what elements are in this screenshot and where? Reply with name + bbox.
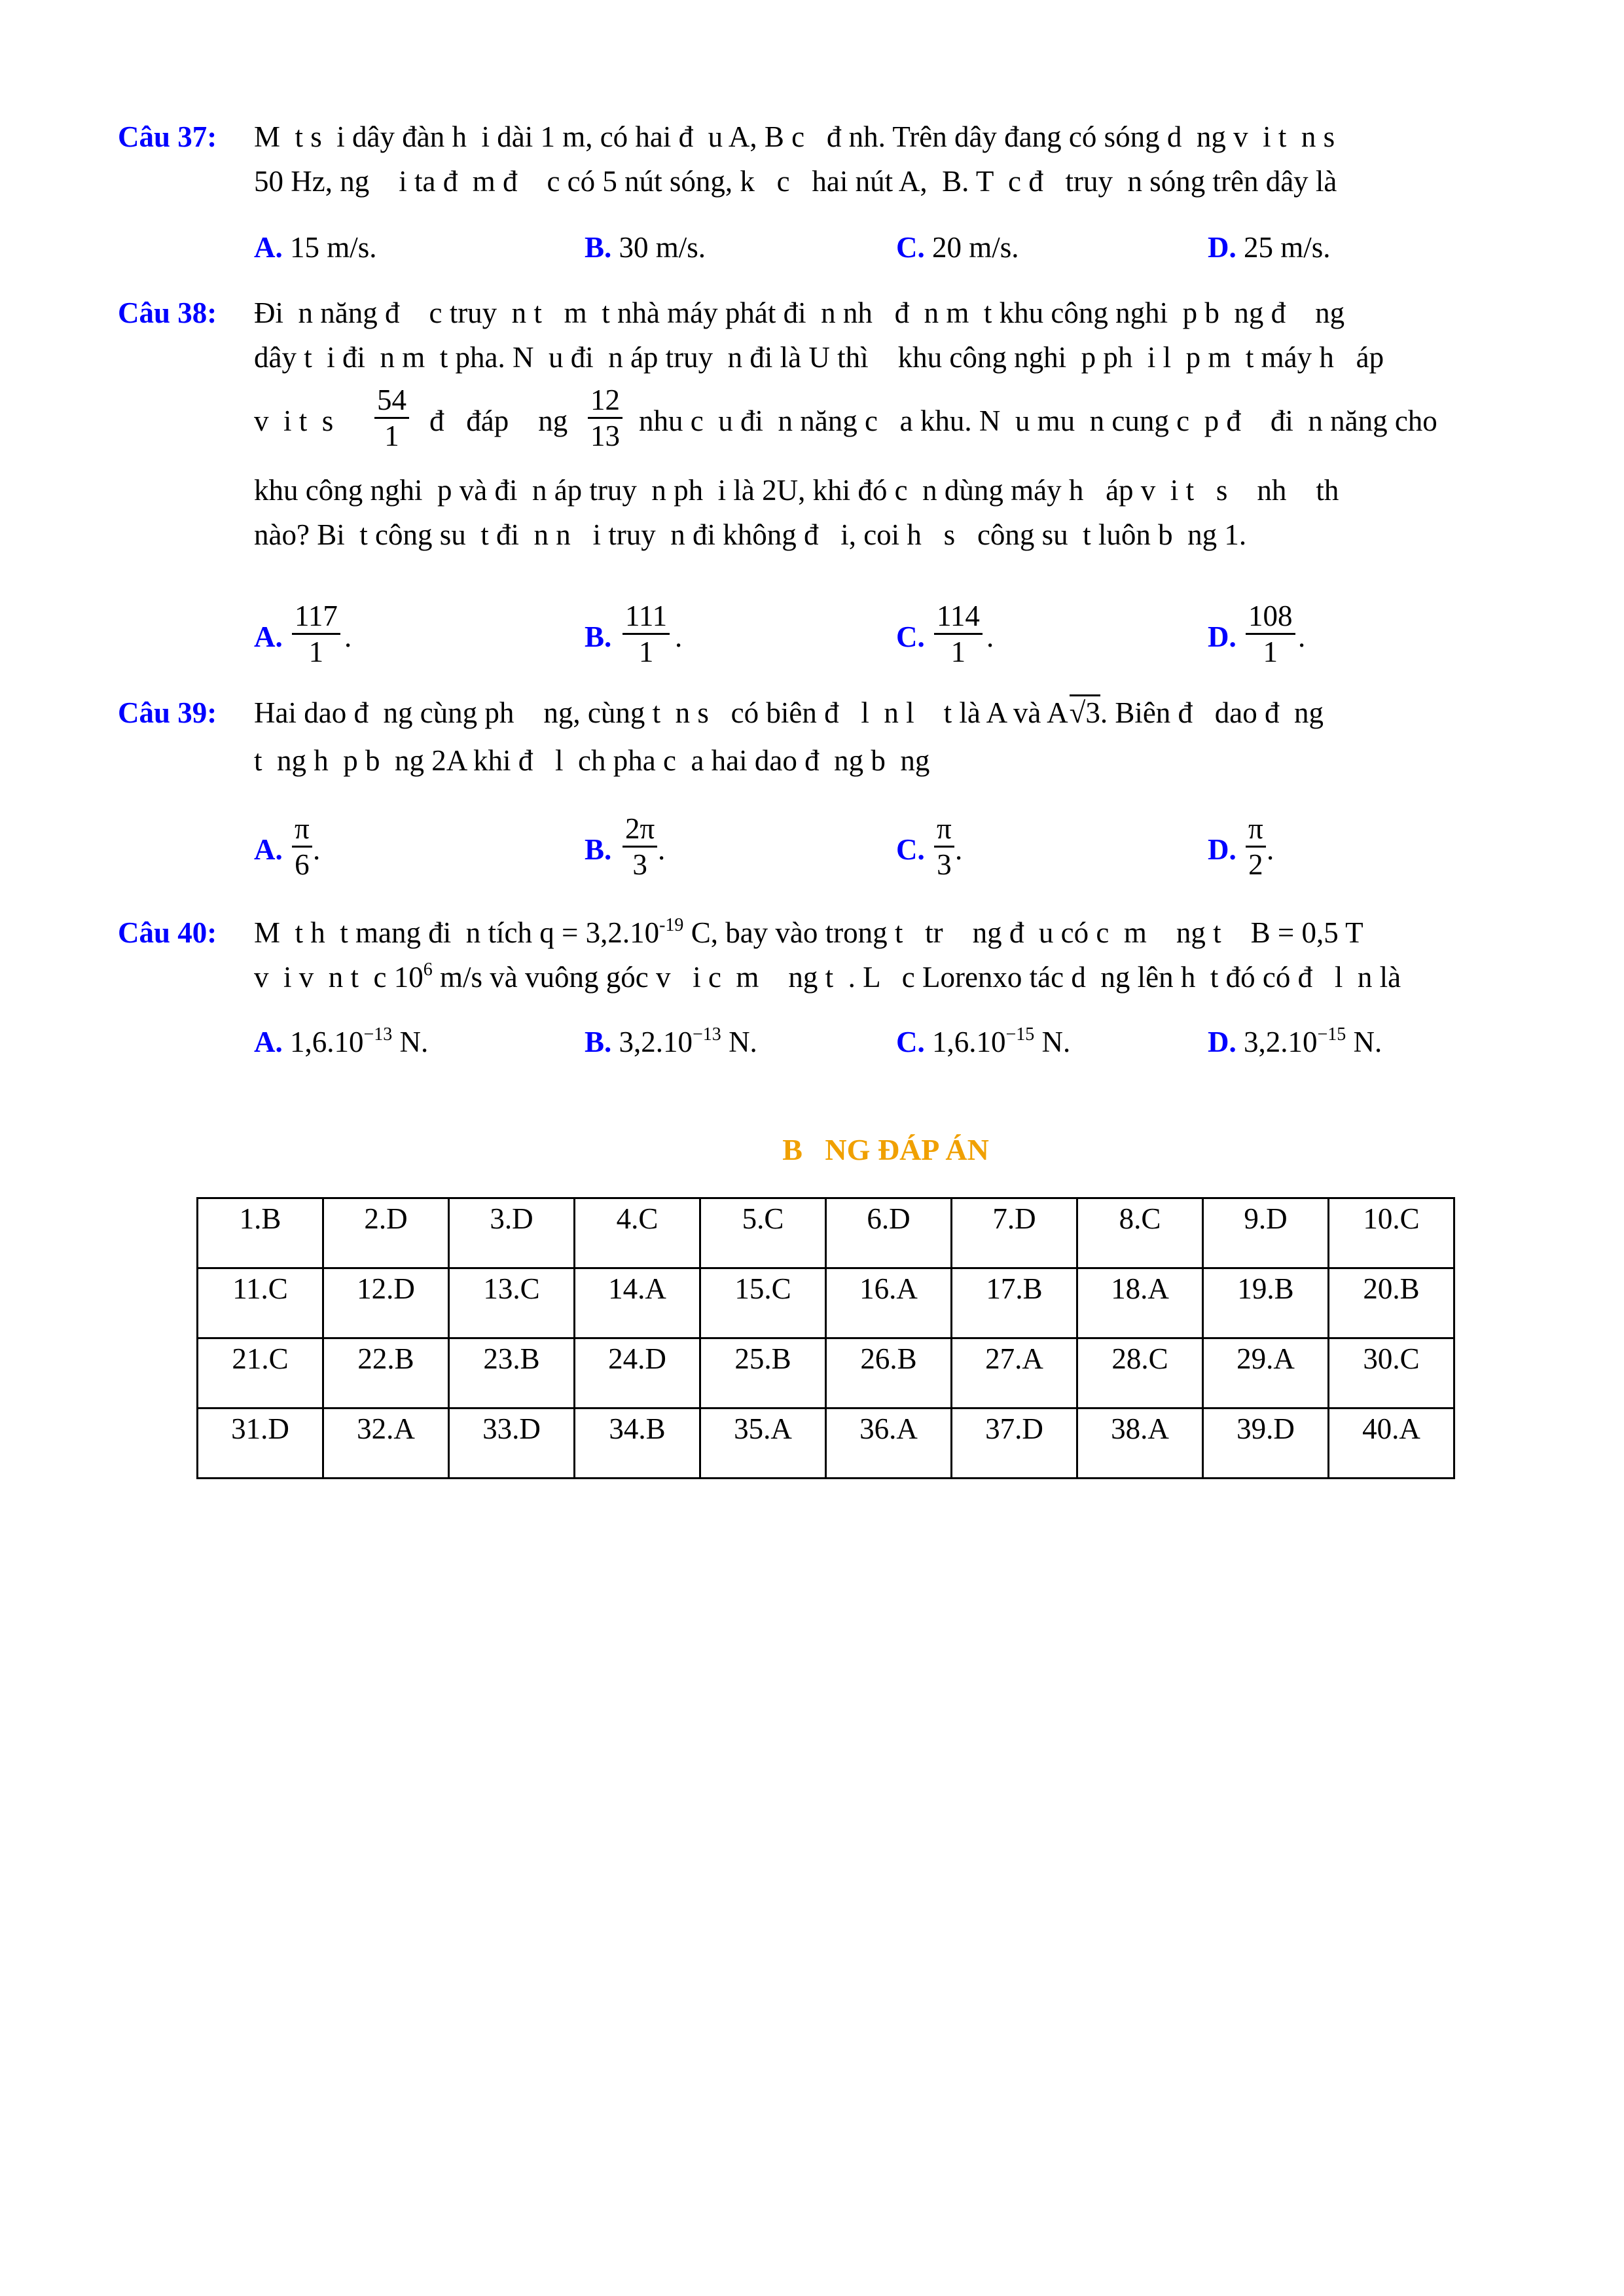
option-value: 20 m/s. — [932, 231, 1019, 264]
option-letter: A. — [254, 231, 283, 264]
option-unit: N. — [1346, 1026, 1382, 1058]
period: . — [1298, 620, 1306, 653]
option-mantissa: 3,2.10 — [1244, 1026, 1318, 1058]
option-fraction — [1246, 599, 1295, 669]
option-letter: A. — [254, 1026, 283, 1058]
answer-option — [585, 229, 706, 266]
option-letter: A. — [254, 833, 283, 866]
answer-cell: 32.A — [323, 1408, 449, 1479]
text: C, bay vào trong t tr ng đ u có c m ng t B = 0,5 T — [683, 916, 1363, 949]
fraction-54-1 — [374, 383, 409, 453]
question-38-text: nhu c u đi n năng c a khu. N u mu n cung c p đ đi n năng cho — [639, 404, 1437, 437]
answer-key-table — [196, 1197, 1455, 1479]
text: m/s và vuông góc v i c m ng t . L c Lorenxo tác d ng lên h t đó có đ l n là — [432, 961, 1401, 994]
option-mantissa: 1,6.10 — [290, 1026, 364, 1058]
answer-option — [1208, 1024, 1382, 1060]
answer-cell: 17.B — [952, 1268, 1077, 1338]
answer-cell: 9.D — [1203, 1198, 1329, 1268]
answer-cell: 39.D — [1203, 1408, 1329, 1479]
question-39-label: Câu 39: — [118, 696, 217, 729]
numerator: π — [934, 812, 954, 848]
option-exponent: −13 — [363, 1024, 393, 1045]
period: . — [986, 620, 994, 653]
question-38-text: v i t s — [254, 404, 334, 437]
option-letter: B. — [585, 620, 612, 653]
table-row — [198, 1198, 1454, 1268]
option-exponent: −13 — [693, 1024, 721, 1045]
denominator: 3 — [632, 848, 647, 881]
exponent: 6 — [423, 960, 433, 980]
answer-cell: 12.D — [323, 1268, 449, 1338]
option-mantissa: 3,2.10 — [619, 1026, 693, 1058]
period: . — [658, 833, 666, 866]
denominator: 1 — [1263, 636, 1278, 668]
fraction-12-13 — [588, 383, 623, 453]
table-row — [198, 1408, 1454, 1479]
option-value: 25 m/s. — [1244, 231, 1331, 264]
denominator: 2 — [1248, 848, 1263, 881]
period: . — [955, 833, 963, 866]
numerator: 117 — [292, 599, 340, 635]
answer-cell: 4.C — [575, 1198, 700, 1268]
option-letter: D. — [1208, 1026, 1236, 1058]
answer-cell: 24.D — [575, 1338, 700, 1408]
answer-cell: 30.C — [1329, 1338, 1454, 1408]
option-value: 15 m/s. — [290, 231, 377, 264]
option-fraction — [292, 599, 340, 669]
table-row — [198, 1338, 1454, 1408]
option-fraction — [623, 599, 670, 669]
option-fraction — [1246, 812, 1266, 882]
answer-cell: 25.B — [700, 1338, 826, 1408]
answer-option — [1208, 229, 1331, 266]
table-row — [198, 1268, 1454, 1338]
answer-cell: 6.D — [826, 1198, 952, 1268]
question-40-label: Câu 40: — [118, 916, 217, 949]
denominator: 13 — [590, 420, 620, 452]
option-value: 30 m/s. — [619, 231, 706, 264]
answer-option — [585, 1024, 757, 1060]
period: . — [313, 833, 321, 866]
option-fraction — [623, 812, 657, 882]
option-letter: D. — [1208, 833, 1236, 866]
denominator: 1 — [638, 636, 654, 668]
question-38-text: đ đáp ng — [429, 404, 568, 437]
option-letter: D. — [1208, 231, 1236, 264]
answer-cell: 27.A — [952, 1338, 1077, 1408]
text: M t h t mang đi n tích q = 3,2.10 — [254, 916, 660, 949]
answer-key-title: B NG ĐÁP ÁN — [782, 1133, 989, 1166]
answer-cell: 16.A — [826, 1268, 952, 1338]
numerator: 114 — [934, 599, 983, 635]
question-38-text: Đi n năng đ c truy n t m t nhà máy phát đi n nh đ n m t khu công nghi p b ng đ ng — [254, 296, 1345, 329]
answer-cell: 8.C — [1077, 1198, 1203, 1268]
denominator: 6 — [295, 848, 310, 881]
denominator: 1 — [950, 636, 966, 668]
answer-cell: 34.B — [575, 1408, 700, 1479]
square-root: √3 — [1070, 694, 1100, 729]
answer-cell: 2.D — [323, 1198, 449, 1268]
period: . — [344, 620, 352, 653]
option-fraction — [292, 812, 312, 882]
option-letter: C. — [896, 833, 925, 866]
question-38-label: Câu 38: — [118, 296, 217, 329]
question-37-text: M t s i dây đàn h i dài 1 m, có hai đ u A, B c đ nh. Trên dây đang có sóng d ng v i t n s — [254, 120, 1335, 153]
answer-cell: 23.B — [449, 1338, 575, 1408]
period: . — [1267, 833, 1274, 866]
answer-cell: 21.C — [198, 1338, 323, 1408]
numerator: π — [1246, 812, 1266, 848]
answer-cell: 5.C — [700, 1198, 826, 1268]
option-unit: N. — [1034, 1026, 1071, 1058]
numerator: 2π — [623, 812, 657, 848]
answer-cell: 20.B — [1329, 1268, 1454, 1338]
answer-cell: 10.C — [1329, 1198, 1454, 1268]
answer-cell: 7.D — [952, 1198, 1077, 1268]
answer-cell: 31.D — [198, 1408, 323, 1479]
answer-cell: 15.C — [700, 1268, 826, 1338]
answer-cell: 35.A — [700, 1408, 826, 1479]
option-fraction — [934, 812, 954, 882]
question-40-text — [254, 914, 1363, 951]
option-letter: B. — [585, 833, 612, 866]
question-37-text: 50 Hz, ng i ta đ m đ c có 5 nút sóng, k c hai nút A, B. T c đ truy n sóng trên dây là — [254, 165, 1337, 198]
answer-cell: 3.D — [449, 1198, 575, 1268]
question-37-label: Câu 37: — [118, 120, 217, 153]
answer-cell: 28.C — [1077, 1338, 1203, 1408]
option-letter: C. — [896, 231, 925, 264]
option-letter: B. — [585, 1026, 612, 1058]
answer-cell: 14.A — [575, 1268, 700, 1338]
option-letter: A. — [254, 620, 283, 653]
answer-cell: 29.A — [1203, 1338, 1329, 1408]
numerator: 108 — [1246, 599, 1295, 635]
period: . — [675, 620, 683, 653]
option-fraction — [934, 599, 983, 669]
denominator: 1 — [308, 636, 324, 668]
answer-cell: 19.B — [1203, 1268, 1329, 1338]
question-38-text: khu công nghi p và đi n áp truy n ph i là 2U, khi đó c n dùng máy h áp v i t s nh th — [254, 474, 1339, 507]
question-38-text: dây t i đi n m t pha. N u đi n áp truy n đi là U thì khu công nghi p ph i l p m t máy h áp — [254, 341, 1384, 374]
question-38-text: nào? Bi t công su t đi n n i truy n đi không đ i, coi h s công su t luôn b ng 1. — [254, 518, 1247, 551]
answer-cell: 18.A — [1077, 1268, 1203, 1338]
answer-cell: 38.A — [1077, 1408, 1203, 1479]
option-letter: C. — [896, 620, 925, 653]
answer-cell: 1.B — [198, 1198, 323, 1268]
numerator: 54 — [374, 383, 409, 419]
question-40-text — [254, 959, 1401, 996]
option-exponent: −15 — [1005, 1024, 1035, 1045]
question-39-text: t ng h p b ng 2A khi đ l ch pha c a hai dao đ ng b ng — [254, 744, 930, 777]
answer-cell: 33.D — [449, 1408, 575, 1479]
answer-cell: 11.C — [198, 1268, 323, 1338]
answer-option — [254, 229, 377, 266]
answer-cell: 22.B — [323, 1338, 449, 1408]
numerator: 111 — [623, 599, 670, 635]
answer-cell: 36.A — [826, 1408, 952, 1479]
text: v i v n t c 10 — [254, 961, 424, 994]
denominator: 1 — [384, 420, 399, 452]
answer-cell: 37.D — [952, 1408, 1077, 1479]
answer-option — [254, 1024, 428, 1060]
option-letter: C. — [896, 1026, 925, 1058]
option-unit: N. — [721, 1026, 757, 1058]
numerator: π — [292, 812, 312, 848]
radicand: 3 — [1085, 696, 1100, 729]
text: Hai dao đ ng cùng ph ng, cùng t n s có biên đ l n l t là A và A — [254, 696, 1068, 729]
denominator: 3 — [937, 848, 952, 881]
text: . Biên đ dao đ ng — [1100, 696, 1324, 729]
option-exponent: −15 — [1317, 1024, 1346, 1045]
answer-cell: 40.A — [1329, 1408, 1454, 1479]
answer-cell: 26.B — [826, 1338, 952, 1408]
option-unit: N. — [392, 1026, 429, 1058]
answer-option — [896, 1024, 1070, 1060]
question-39-text — [254, 694, 1324, 731]
option-mantissa: 1,6.10 — [932, 1026, 1006, 1058]
answer-option — [896, 229, 1019, 266]
answer-cell: 13.C — [449, 1268, 575, 1338]
exponent: -19 — [659, 915, 684, 935]
numerator: 12 — [588, 383, 623, 419]
option-letter: D. — [1208, 620, 1236, 653]
option-letter: B. — [585, 231, 612, 264]
